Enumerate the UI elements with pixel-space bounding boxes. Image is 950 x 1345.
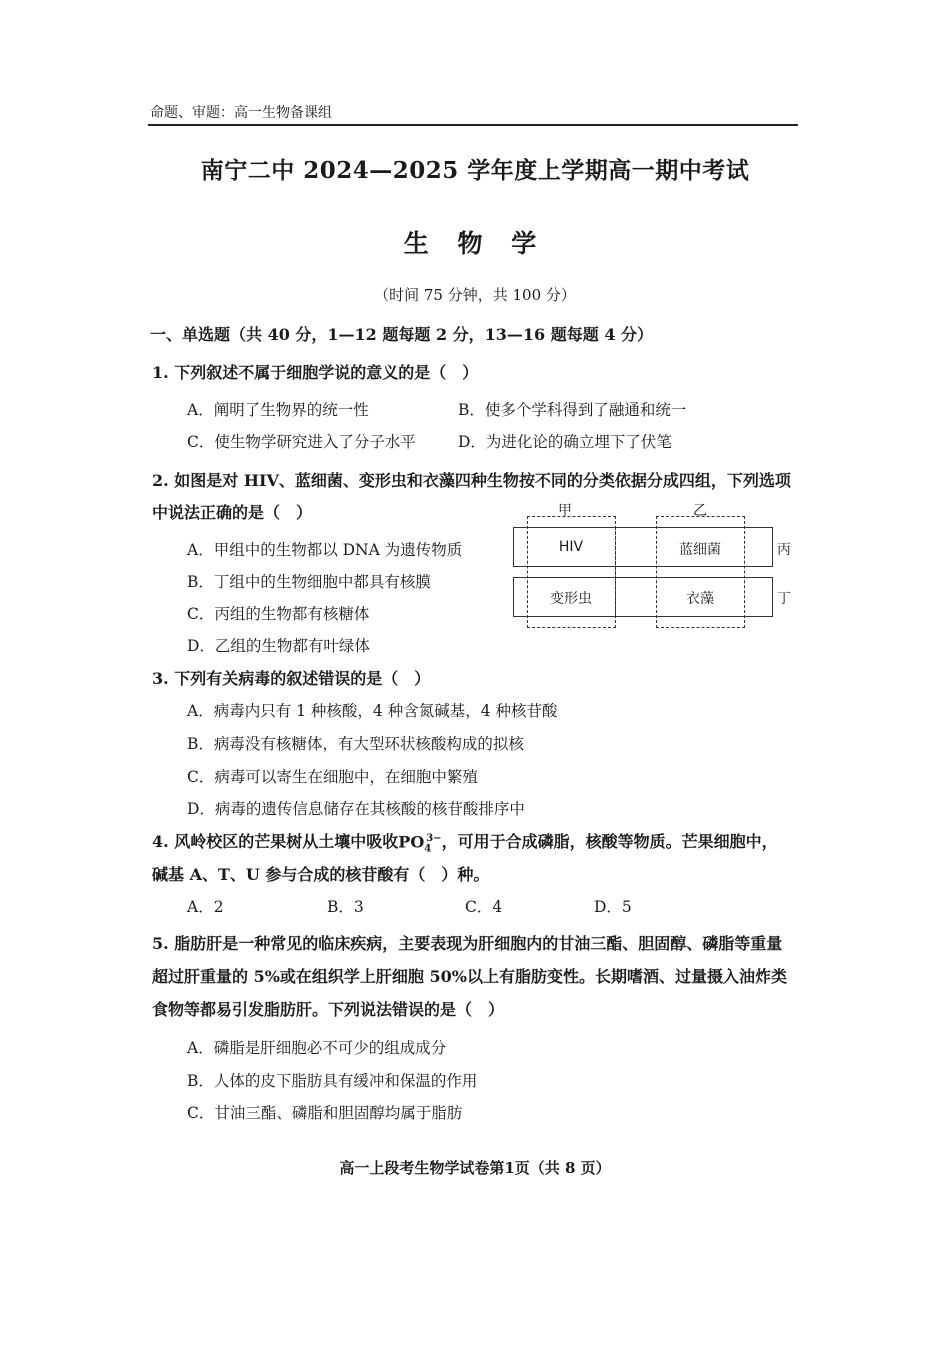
q1-option-c: C．使生物学研究进入了分子水平 (187, 433, 416, 451)
cell-hiv: HIV (558, 539, 584, 555)
q4-stem-pre: 4. 风岭校区的芒果树从土壤中吸收 (152, 832, 399, 851)
q2-option-c: C．丙组的生物都有核糖体 (187, 605, 370, 623)
q1-option-d: D．为进化论的确立埋下了伏笔 (458, 433, 672, 451)
q2-option-d: D．乙组的生物都有叶绿体 (187, 637, 370, 655)
label-yi: 乙 (693, 503, 707, 519)
q5-stem-line1: 5. 脂肪肝是一种常见的临床疾病，主要表现为肝细胞内的甘油三酯、胆固醇、磷脂等重量 (152, 934, 783, 953)
q3-option-a: A．病毒内只有 1 种核酸，4 种含氮碱基，4 种核苷酸 (187, 702, 558, 720)
q3-stem: 3. 下列有关病毒的叙述错误的是（ ） (152, 669, 431, 688)
classification-diagram (505, 500, 805, 635)
q4-option-a: A．2 (187, 898, 224, 916)
center-divider (615, 527, 616, 615)
label-bing: 丙 (777, 542, 791, 558)
q5-stem-line3: 食物等都易引发脂肪肝。下列说法错误的是（ ） (152, 1000, 505, 1019)
phosphate-formula (398, 834, 441, 855)
header-rule (148, 124, 798, 126)
q4-option-c: C．4 (465, 898, 503, 916)
label-jia: 甲 (558, 503, 572, 519)
exam-title: 南宁二中 2024—2025 学年度上学期高一期中考试 (200, 157, 750, 184)
cell-cyanobacteria: 蓝细菌 (679, 542, 721, 558)
q4-stem-post: ，可用于合成磷脂，核酸等物质。芒果细胞中， (441, 832, 778, 851)
formula-base: PO (398, 832, 425, 851)
q4-stem-line2: 碱基 A、T、U 参与合成的核苷酸有（ ）种。 (152, 865, 490, 884)
q5-option-b: B．人体的皮下脂肪具有缓冲和保温的作用 (187, 1072, 478, 1090)
cell-amoeba: 变形虫 (550, 591, 592, 607)
subject-title: 生 物 学 (403, 229, 547, 258)
section-heading: 一、单选题（共 40 分，1—12 题每题 2 分，13—16 题每题 4 分） (150, 325, 654, 344)
q4-option-b: B．3 (327, 898, 364, 916)
q2-stem-line1: 2. 如图是对 HIV、蓝细菌、变形虫和衣藻四种生物按不同的分类依据分成四组，下列选项 (152, 471, 791, 490)
q4-stem-line1 (152, 829, 778, 854)
label-ding: 丁 (777, 591, 791, 607)
q1-option-a: A．阐明了生物界的统一性 (187, 401, 369, 419)
formula-sub: 4 (424, 843, 432, 855)
q3-option-d: D．病毒的遗传信息储存在其核酸的核苷酸排序中 (187, 800, 525, 818)
q4-option-d: D．5 (594, 898, 632, 916)
q5-stem-line2: 超过肝重量的 5%或在组织学上肝细胞 50%以上有脂肪变性。长期嗜酒、过量摄入油炸类 (152, 967, 787, 986)
cell-chlamydomonas: 衣藻 (686, 591, 714, 607)
time-note: （时间 75 分钟，共 100 分） (374, 286, 576, 304)
q1-stem: 1. 下列叙述不属于细胞学说的意义的是（ ） (152, 363, 479, 382)
q5-option-a: A．磷脂是肝细胞必不可少的组成成分 (187, 1039, 447, 1057)
page-footer: 高一上段考生物学试卷第1页（共 8 页） (339, 1159, 611, 1177)
q2-option-b: B．丁组中的生物细胞中都具有核膜 (187, 573, 431, 591)
q2-option-a: A．甲组中的生物都以 DNA 为遗传物质 (187, 541, 463, 559)
header-note: 命题、审题：高一生物备课组 (150, 105, 332, 121)
q1-option-b: B．使多个学科得到了融通和统一 (458, 401, 687, 419)
q3-option-c: C．病毒可以寄生在细胞中，在细胞中繁殖 (187, 768, 478, 786)
q3-option-b: B．病毒没有核糖体，有大型环状核酸构成的拟核 (187, 735, 524, 753)
q2-stem-line2: 中说法正确的是（ ） (152, 503, 313, 522)
formula-sup: 3− (426, 832, 442, 844)
q5-option-c: C．甘油三酯、磷脂和胆固醇均属于脂肪 (187, 1104, 463, 1122)
